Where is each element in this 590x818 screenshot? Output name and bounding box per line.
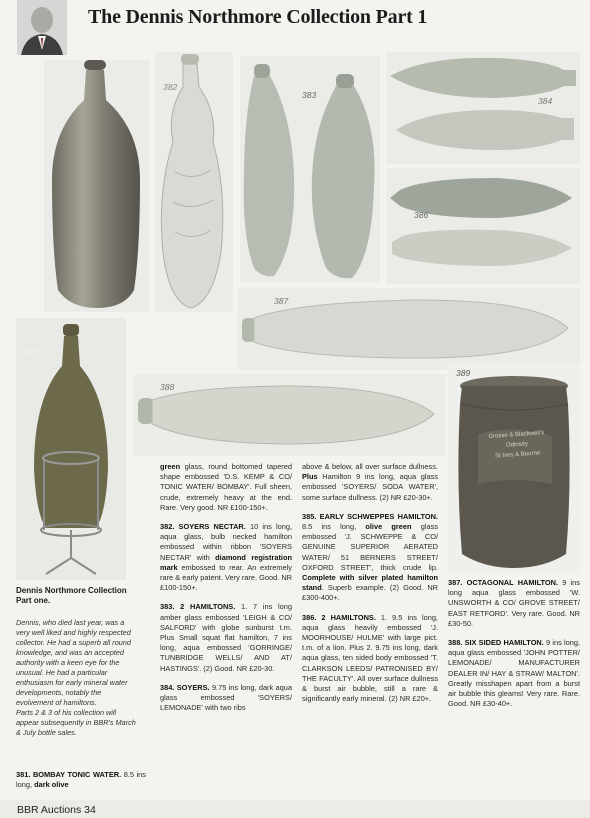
lot-381-heading: 381. BOMBAY TONIC WATER. [16,770,122,779]
lot-387-heading: 387. OCTAGONAL HAMILTON. [448,578,559,587]
photo-lot-383 [240,56,380,282]
photo-lot-388 [134,374,446,456]
page-footer: BBR Auctions 34 [17,804,96,816]
lot-number-389: 389 [456,368,471,378]
lot-388-heading: 388. SIX SIDED HAMILTON. [448,638,544,648]
lot-382-heading: 382. SOYERS NECTAR. [160,522,246,532]
photo-lot-385 [16,318,126,580]
lot-385-text-3: . Superb example. (2) Good. NR £300-400+. [302,583,438,603]
lot-386 [302,613,438,705]
intro-paragraph-2: Parts 2 & 3 of his collection will appear subsequently in BBR's March & July bottle sales. [16,708,136,737]
lot-number-383: 383 [302,90,317,100]
lot-381-text-cont: glass, round bottomed tapered shape embossed 'D.S. KEMP & CO/ TONIC WATER/ BOMBAY'. Full sheen, crude, extremely heavy at the end. Rare. Very good. NR £100-150+. [160,462,292,512]
lot-number-387: 387 [274,296,289,306]
lot-385 [302,512,438,604]
lot-382-text-2: embossed to rear. An extremely rare & early patent. Very rare. Good. NR £100-150+. [160,562,292,593]
lot-number-385: 385 [24,346,39,356]
intro-column [16,586,138,738]
lot-384-plus: Plus [302,472,318,482]
lot-number-388: 388 [160,382,175,392]
column-2 [160,462,292,722]
lot-386-heading: 386. 2 HAMILTONS. [302,612,376,622]
lot-number-381: 381 [116,74,131,84]
lot-388-text: 9 ins long, aqua glass embossed 'JOHN POTTER/ LEMONADE/ MANUFACTURER DEALER IN/ HAY & STRAW/ MALTON'. Greatly misshapen apart from a burst air bubble this gleams! Very rare. Rare. Good. NR £30-40+. [448,638,580,709]
photo-lot-386 [386,168,580,284]
lot-382-highlight: diamond registration mark [160,552,292,572]
lot-381-continued [160,462,292,513]
lot-384-text: 9.75 ins long, dark aqua glass embossed 'SOYERS/ LEMONADE' with two ribs [160,682,292,713]
intro-paragraph-1: Dennis, who died last year, was a very well liked and highly respected collector. He had a superb all round knowledge, and was an accepted authority with a keen eye for the unusual. He had a particular enthusiasm for early mineral water developments, notably the evolvement of hamiltons. [16,618,131,707]
lot-384-continued [302,462,438,503]
photo-lot-381 [44,60,150,312]
author-portrait [17,0,67,55]
lot-385-text: 8.5 ins long, [302,522,366,532]
lot-381-colour-cont: green [160,462,181,471]
column-3 [302,462,438,713]
lot-number-384: 384 [538,96,553,106]
lot-385-colour: olive green [365,522,412,532]
lot-387 [448,578,580,629]
lot-381 [16,770,146,790]
page-title: The Dennis Northmore Collection Part 1 [88,6,428,28]
lot-384-text-cont: above & below, all over surface dullness. [302,462,438,471]
lot-381-text: 8.5 ins long, [16,770,146,790]
column-4 [448,578,580,718]
lot-383 [160,602,292,673]
lot-384-heading: 384. SOYERS. [160,682,210,692]
lot-382 [160,522,292,593]
lot-386-text: 1. 9.5 ins long, aqua glass heavily embossed 'J. MOORHOUSE/ HULME' with large pict. t.m. of a lion. Plus 2. 9.75 ins long, dark aqua glass, ten sided body embossed 'T. CLARKSON LEEDS/ PATRONISED BY/ THE FACULTY'. All over surface dullness & burst air bubble, still a rare & significantly early mineral. (2) NR £20+. [302,612,438,704]
lot-383-text: 1. 7 ins long amber glass embossed 'LEIGH & CO/ SALFORD' with globe sunburst t.m. Plus Small squat flat hamilton, 7 ins long, aqua embossed 'GORRINGE/ TUNBRIDGE WELLS/ AND AT/ HASTINGS'. (2) Good. NR £20-30. [160,602,292,673]
lot-388 [448,638,580,709]
lot-number-382: 382 [163,82,178,92]
intro-title: Dennis Northmore Collection Part one. [16,586,127,605]
lot-385-text-2: glass embossed 'J. SCHWEPPE & CO/ GENUINE SUPERIOR AERATED WATER/ 51 BERNERS STREET/ OXFORD STREET', thick crude lip. [302,522,438,572]
lot-383-heading: 383. 2 HAMILTONS. [160,602,236,612]
photo-lot-387 [238,288,580,370]
lot-number-386: 386 [414,210,429,220]
lot-387-text: 9 ins long aqua glass embossed 'W. UNSWORTH & CO/ GROVE STREET/ EAST RETFORD'. Very rare. Good. NR £30-50. [448,578,580,628]
jar-embossing: Grosse & Blackwell's Odinsey St Ives & Bourne [488,430,545,460]
lot-384-text-cont-2: Hamilton 9 ins long, aqua glass embossed 'SOYERS/ SODA WATER', some surface dullness. (2) NR £20-30+. [302,472,438,502]
lot-384 [160,683,292,714]
lot-385-heading: 385. EARLY SCHWEPPES HAMILTON. [302,511,438,521]
lot-381-colour: dark olive [34,780,69,790]
photo-lot-384 [386,52,580,164]
lot-382-text: 10 ins long, aqua glass, bulb necked hamilton embossed within ribbon 'SOYERS NECTAR' with [160,522,292,562]
lot-385-highlight: Complete with silver plated hamilton stand [302,573,438,593]
photo-lot-382 [155,52,233,312]
photo-lot-389 [448,364,580,574]
